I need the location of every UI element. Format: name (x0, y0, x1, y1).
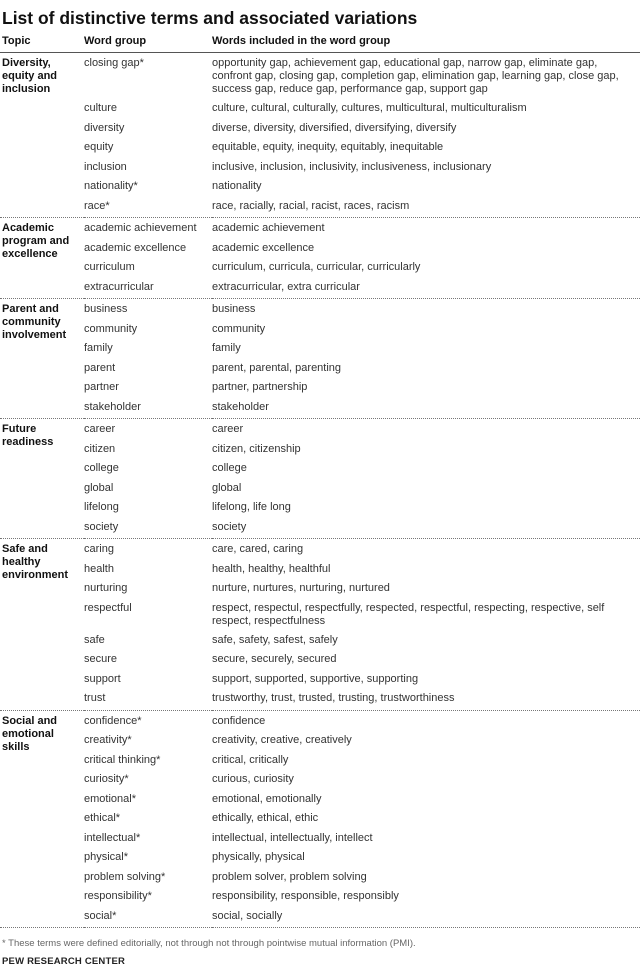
words-cell: curious, curiosity (212, 773, 294, 785)
table-row (0, 158, 640, 178)
words-cell: global (212, 481, 242, 494)
table-row (0, 809, 640, 829)
words-cell: support, supported, supportive, supporting (212, 672, 419, 685)
table-row (0, 320, 640, 340)
table-row (0, 887, 640, 907)
word-group-cell: closing gap* (84, 57, 144, 69)
word-group-cell: citizen (84, 442, 116, 455)
table-row (0, 177, 640, 197)
word-group-cell: society (84, 520, 119, 533)
table-row (0, 359, 640, 379)
words-cell: safe, safety, safest, safely (212, 633, 338, 646)
table-row (0, 868, 640, 888)
word-group-cell: career (84, 423, 116, 435)
table-row (0, 907, 640, 928)
table-row (0, 751, 640, 771)
table-row (0, 99, 640, 119)
table-row (0, 579, 640, 599)
topic-cell: Safe and healthy environment (2, 543, 69, 581)
topic-cell: Parent and community involvement (2, 303, 67, 341)
table-row (0, 539, 640, 560)
header-words: Words included in the word group (212, 35, 391, 47)
words-cell: inclusive, inclusion, inclusivity, inclusiveness, inclusionary (212, 160, 492, 173)
word-group-cell: family (84, 342, 113, 354)
words-cell: community (212, 322, 266, 335)
words-cell: parent, parental, parenting (212, 361, 342, 374)
topic-cell: Academic program and excellence (2, 222, 70, 260)
header-word-group: Word group (84, 35, 147, 47)
word-group-cell: caring (84, 543, 114, 555)
words-cell: intellectual, intellectually, intellect (212, 831, 373, 844)
word-group-cell: partner (84, 381, 119, 393)
word-group-cell: nurturing (84, 582, 128, 594)
topic-cell: Future readiness (2, 423, 54, 448)
table-row (0, 119, 640, 139)
words-cell: lifelong, life long (212, 501, 291, 513)
words-cell: equitable, equity, inequity, equitably, inequitable (212, 141, 444, 153)
word-group-cell: academic achievement (84, 222, 197, 234)
table-row (0, 770, 640, 790)
word-group-cell: lifelong (84, 501, 119, 513)
word-group-cell: extracurricular (84, 280, 154, 293)
table-row (0, 790, 640, 810)
table-row (0, 278, 640, 299)
words-cell: physically, physical (212, 851, 305, 863)
word-group-cell: curiosity* (84, 773, 129, 785)
words-cell: social, socially (212, 909, 283, 922)
table-row (0, 419, 640, 440)
word-group-cell: creativity* (84, 734, 132, 746)
word-group-cell: academic excellence (84, 241, 187, 254)
words-cell: culture, cultural, culturally, cultures, multicultural, multiculturalism (212, 102, 527, 114)
table-row (0, 299, 640, 320)
word-group-cell: responsibility* (84, 890, 152, 902)
word-group-cell: intellectual* (84, 831, 141, 844)
word-group-cell: business (84, 303, 128, 315)
table-row (0, 239, 640, 259)
words-cell: society (212, 520, 247, 533)
words-cell: academic excellence (212, 241, 315, 254)
table-row (0, 498, 640, 518)
table-row (0, 599, 640, 631)
word-group-cell: respectful (84, 601, 132, 614)
word-group-cell: safe (84, 633, 105, 646)
word-group-cell: emotional* (84, 792, 136, 805)
word-group-cell: ethical* (84, 812, 121, 824)
words-cell: opportunity gap, achievement gap, educational gap, narrow gap, eliminate gap, confront gap, closing gap, completion gap, elimination gap, learning gap, close gap, success gap, reduce gap, performance gap, support gap (212, 57, 619, 95)
words-cell: responsibility, responsible, responsibly (212, 890, 399, 902)
table-row (0, 339, 640, 359)
table-row (0, 258, 640, 278)
words-cell: academic achievement (212, 222, 325, 234)
word-group-cell: nationality* (84, 180, 138, 192)
table-row (0, 650, 640, 670)
header-row (0, 35, 640, 53)
words-cell: care, cared, caring (212, 543, 304, 555)
table-row (0, 459, 640, 479)
table-row (0, 710, 640, 731)
table-row (0, 848, 640, 868)
word-group-cell: community (84, 322, 138, 335)
table-header (0, 35, 640, 53)
word-group-cell: race* (84, 199, 110, 212)
page-title: List of distinctive terms and associated variations (2, 8, 418, 28)
table-row (0, 731, 640, 751)
words-cell: emotional, emotionally (212, 792, 322, 805)
word-group-cell: inclusion (84, 160, 127, 173)
words-cell: career (212, 423, 244, 435)
words-cell: nationality (212, 180, 262, 192)
words-cell: citizen, citizenship (212, 442, 301, 455)
table-row (0, 218, 640, 239)
word-group-cell: health (84, 562, 114, 575)
words-cell: ethically, ethical, ethic (212, 812, 319, 824)
words-cell: curriculum, curricula, curricular, curricularly (212, 261, 421, 273)
words-cell: problem solver, problem solving (212, 870, 367, 883)
words-cell: confidence (212, 714, 266, 727)
footnote: * These terms were defined editorially, not through not through pointwise mutual information (PMI). (2, 938, 416, 949)
word-group-cell: secure (84, 653, 118, 665)
word-group-cell: confidence* (84, 714, 142, 727)
table-row (0, 479, 640, 499)
word-group-cell: support (84, 672, 121, 685)
topic-cell: Diversity, equity and inclusion (2, 57, 58, 95)
words-cell: extracurricular, extra curricular (212, 280, 360, 293)
words-cell: family (212, 342, 241, 354)
words-cell: nurture, nurtures, nurturing, nurtured (212, 582, 390, 594)
words-cell: business (212, 303, 256, 315)
table-row (0, 378, 640, 398)
words-cell: trustworthy, trust, trusted, trusting, trustworthiness (212, 692, 455, 704)
words-cell: race, racially, racial, racist, races, racism (212, 199, 410, 212)
word-group-cell: college (84, 462, 119, 474)
table-row (0, 197, 640, 218)
table-row (0, 518, 640, 539)
word-group-cell: physical* (84, 851, 129, 863)
words-cell: partner, partnership (212, 381, 308, 393)
table-row (0, 670, 640, 690)
table-row (0, 440, 640, 460)
table-row (0, 138, 640, 158)
word-group-cell: trust (84, 692, 106, 704)
table-row (0, 53, 640, 100)
word-group-cell: problem solving* (84, 870, 166, 883)
word-group-cell: global (84, 481, 114, 494)
word-group-cell: equity (84, 141, 114, 153)
word-group-cell: culture (84, 102, 118, 114)
table-body (0, 53, 640, 928)
words-cell: diverse, diversity, diversified, diversifying, diversify (212, 121, 457, 134)
table-row (0, 631, 640, 651)
word-group-cell: stakeholder (84, 400, 141, 413)
word-group-cell: parent (84, 361, 116, 374)
table-row (0, 560, 640, 580)
table-row (0, 829, 640, 849)
table-row (0, 689, 640, 710)
word-group-cell: curriculum (84, 261, 135, 273)
words-cell: secure, securely, secured (212, 653, 337, 665)
words-cell: college (212, 462, 247, 474)
source-credit: PEW RESEARCH CENTER (2, 956, 126, 967)
words-cell: creativity, creative, creatively (212, 734, 352, 746)
word-group-cell: diversity (84, 121, 125, 134)
table-row (0, 398, 640, 419)
terms-table (0, 35, 640, 928)
words-cell: critical, critically (212, 753, 289, 766)
words-cell: respect, respectul, respectfully, respected, respectful, respecting, respective, self respect, respectfulness (212, 601, 605, 627)
header-topic: Topic (2, 35, 31, 47)
words-cell: stakeholder (212, 400, 269, 413)
topic-cell: Social and emotional skills (2, 714, 58, 753)
word-group-cell: social* (84, 909, 117, 922)
word-group-cell: critical thinking* (84, 753, 161, 766)
words-cell: health, healthy, healthful (212, 562, 331, 575)
